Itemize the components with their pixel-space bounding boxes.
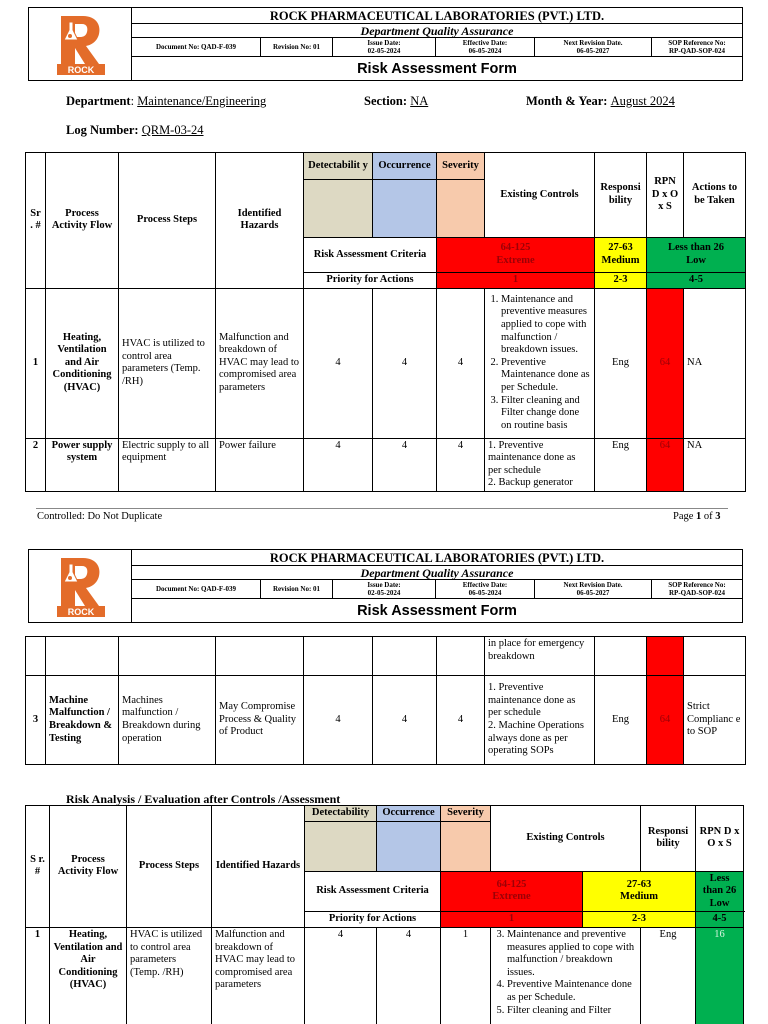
criteria-label: Risk Assessment Criteria [305,871,441,912]
col-severity: Severity [437,153,485,180]
table-row: 1 Heating, Ventilation and Air Conditioning (HVAC) HVAC is utilized to control area parameters (Temp. /RH) Malfunction and breakdown of HVAC may lead to compromised area parameters 4 4 1 3. Maintenance and preventive measures applied to cope with malfunction / breakdown issues. 4. Preventive Maintenance done as per Schedule. 5. Filter cleaning and Filter Eng 16 [26,927,744,1024]
rpn-value: 16 [696,927,744,1024]
col-steps: Process Steps [119,153,216,289]
col-actions: Actions to be Taken [684,153,746,238]
document-no: Document No: QAD-F-039 [132,38,261,57]
issue-date: Issue Date: 02-05-2024 [333,580,436,599]
svg-text:ROCK: ROCK [67,607,94,617]
sop-reference: SOP Reference No: RP-QAD-SOP-024 [652,38,743,57]
svg-text:ROCK: ROCK [67,65,94,75]
col-responsibility: Responsi bility [641,806,696,872]
department-info: Department: Maintenance/Engineering [66,94,267,108]
criteria-low: Less than 26 Low [696,871,744,912]
col-flow: Process Activity Flow [50,806,127,928]
next-revision-date: Next Revision Date. 06-05-2027 [535,38,652,57]
priority-4-5: 4-5 [647,273,746,289]
existing-controls-continued: in place for emergency breakdown [485,637,595,676]
priority-4-5: 4-5 [696,912,744,928]
col-detectability: Detectabilit y [304,153,373,180]
effective-date: Effective Date: 06-05-2024 [436,580,535,599]
existing-controls: 1. Preventive maintenance done as per schedule 2. Backup generator [485,438,595,491]
table-row: 3 Machine Malfunction / Breakdown & Testing Machines malfunction / Breakdown during operation May Compromise Process & Quality of Product 4 4 4 1. Preventive maintenance done as per schedule 2. Machine Operations always done as per operating SOPs Eng 64 Strict Complianc e to SOP [26,676,746,765]
footer-controlled: Controlled: Do Not Duplicate [37,511,163,522]
month-year-info: Month & Year: August 2024 [526,94,675,108]
priority-1: 1 [441,912,583,928]
risk-assessment-table [25,152,746,492]
criteria-extreme: 64-125 Extreme [441,871,583,912]
col-steps: Process Steps [127,806,212,928]
company-logo [29,550,132,623]
document-no: Document No: QAD-F-039 [132,580,261,599]
company-name: ROCK PHARMACEUTICAL LABORATORIES (PVT.) LTD. [132,8,743,24]
priority-label: Priority for Actions [305,912,441,928]
existing-controls: 1. Preventive maintenance done as per schedule 2. Machine Operations always done as per operating SOPs [485,676,595,765]
section-info: Section: NA [364,94,429,108]
criteria-low: Less than 26 Low [647,238,746,273]
rock-logo-icon [55,554,107,618]
col-controls: Existing Controls [485,153,595,238]
criteria-medium: 27-63 Medium [595,238,647,273]
form-title: Risk Assessment Form [132,599,743,623]
table-row [26,637,746,676]
rpn-value: 64 [647,288,684,438]
col-sr: Sr . # [26,153,46,289]
col-occurrence: Occurrence [377,806,441,822]
department-title: Department Quality Assurance [132,24,743,38]
revision-no: Revision No: 01 [261,580,333,599]
risk-analysis-table [25,805,744,1024]
criteria-extreme: 64-125 Extreme [437,238,595,273]
priority-1: 1 [437,273,595,289]
col-responsibility: Responsi bility [595,153,647,238]
analysis-title: Risk Analysis / Evaluation after Controls /Assessment [66,792,341,806]
rpn-value: 64 [647,438,684,491]
col-detectability: Detectability [305,806,377,822]
log-number-info: Log Number: QRM-03-24 [66,123,204,137]
document-header-page-2 [28,549,743,623]
existing-controls: 3. Maintenance and preventive measures applied to cope with malfunction / breakdown issues. 4. Preventive Maintenance done as per Schedule. 5. Filter cleaning and Filter [491,927,641,1024]
revision-no: Revision No: 01 [261,38,333,57]
col-occurrence: Occurrence [373,153,437,180]
form-title: Risk Assessment Form [132,57,743,81]
rock-logo-icon [55,12,107,76]
col-sr: S r. # [26,806,50,928]
col-rpn: RPN D x O x S [696,806,744,872]
criteria-medium: 27-63 Medium [583,871,696,912]
col-rpn: RPN D x O x S [647,153,684,238]
col-hazards: Identified Hazards [212,806,305,928]
col-hazards: Identified Hazards [216,153,304,289]
company-name: ROCK PHARMACEUTICAL LABORATORIES (PVT.) LTD. [132,550,743,566]
priority-2-3: 2-3 [595,273,647,289]
table-row: 2 Power supply system Electric supply to all equipment Power failure 4 4 4 1. Preventive maintenance done as per schedule 2. Backup generator Eng 64 NA [26,438,746,491]
col-controls: Existing Controls [491,806,641,872]
criteria-label: Risk Assessment Criteria [304,238,437,273]
company-logo [29,8,132,81]
rpn-value: 64 [647,676,684,765]
department-title: Department Quality Assurance [132,566,743,580]
priority-2-3: 2-3 [583,912,696,928]
risk-assessment-table-continued [25,636,746,765]
sop-reference: SOP Reference No: RP-QAD-SOP-024 [652,580,743,599]
priority-label: Priority for Actions [304,273,437,289]
existing-controls: 1. Maintenance and preventive measures applied to cope with malfunction / breakdown issues. 2. Preventive Maintenance done as per Schedule. 3. Filter cleaning and Filter change done on routine basis [485,288,595,438]
next-revision-date: Next Revision Date. 06-05-2027 [535,580,652,599]
table-row: 1 Heating, Ventilation and Air Conditioning (HVAC) HVAC is utilized to control area parameters (Temp. /RH) Malfunction and breakdown of HVAC may lead to compromised area parameters 4 4 4 1. Maintenance and preventive measures applied to cope with malfunction / breakdown issues. 2. Preventive Maintenance done as per Schedule. 3. Filter cleaning and Filter change done on routine basis Eng 64 NA [26,288,746,438]
issue-date: Issue Date: 02-05-2024 [333,38,436,57]
col-flow: Process Activity Flow [46,153,119,289]
footer-rule [36,508,728,509]
effective-date: Effective Date: 06-05-2024 [436,38,535,57]
document-header [28,7,743,81]
col-severity: Severity [441,806,491,822]
footer-page-number: Page 1 of 3 [673,511,721,522]
